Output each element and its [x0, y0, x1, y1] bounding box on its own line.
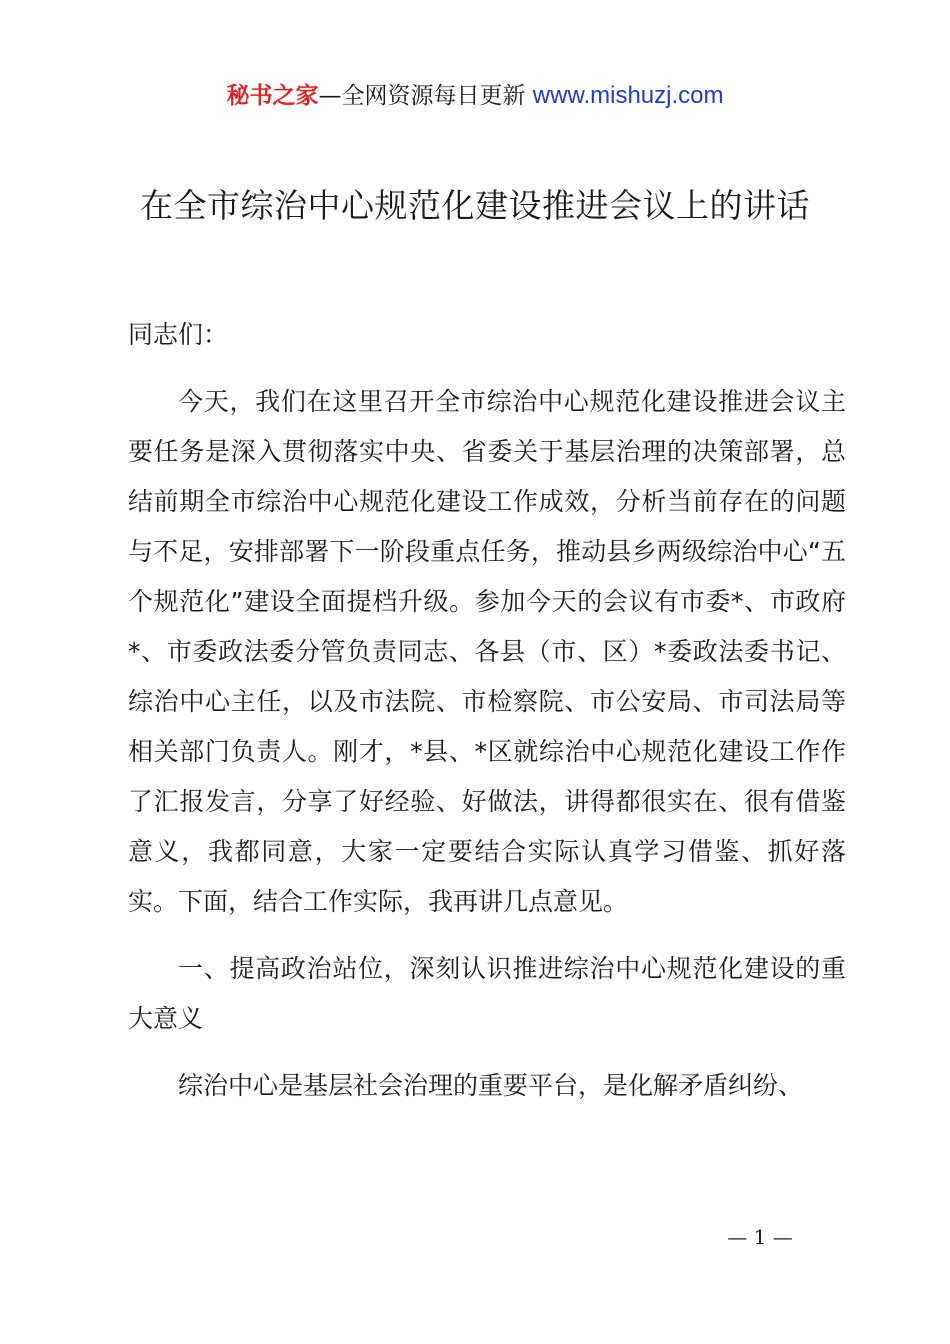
- paragraph-intro: 今天，我们在这里召开全市综治中心规范化建设推进会议主要任务是深入贯彻落实中央、省委关于基层治理的决策部署，总结前期全市综治中心规范化建设工作成效，分析当前存在的问题与不足，安排部署下一阶段重点任务，推动县乡两级综治中心“五个规范化”建设全面提档升级。参加今天的会议有市委*、市政府*、市委政法委分管负责同志、各县（市、区）*委政法委书记、综治中心主任，以及市法院、市检察院、市公安局、市司法局等相关部门负责人。刚才，*县、*区就综治中心规范化建设工作作了汇报发言，分享了好经验、好做法，讲得都很实在、很有借鉴意义，我都同意，大家一定要结合实际认真学习借鉴、抓好落实。下面，结合工作实际，我再讲几点意见。: [128, 387, 846, 916]
- document-body: [128, 310, 846, 1111]
- site-header: [0, 80, 950, 112]
- paragraph-section-1: 综治中心是基层社会治理的重要平台，是化解矛盾纠纷、: [178, 1071, 804, 1100]
- site-url-link[interactable]: www.mishuzj.com: [532, 82, 724, 109]
- header-tagline: —全网资源每日更新: [318, 83, 533, 109]
- salutation: 同志们：: [128, 320, 229, 349]
- section-heading-1: 一、提高政治站位，深刻认识推进综治中心规范化建设的重大意义: [128, 954, 846, 1033]
- brand-name: 秘书之家: [226, 83, 319, 109]
- document-title: 在全市综治中心规范化建设推进会议上的讲话: [140, 186, 810, 225]
- page-number: — 1 —: [727, 1225, 793, 1249]
